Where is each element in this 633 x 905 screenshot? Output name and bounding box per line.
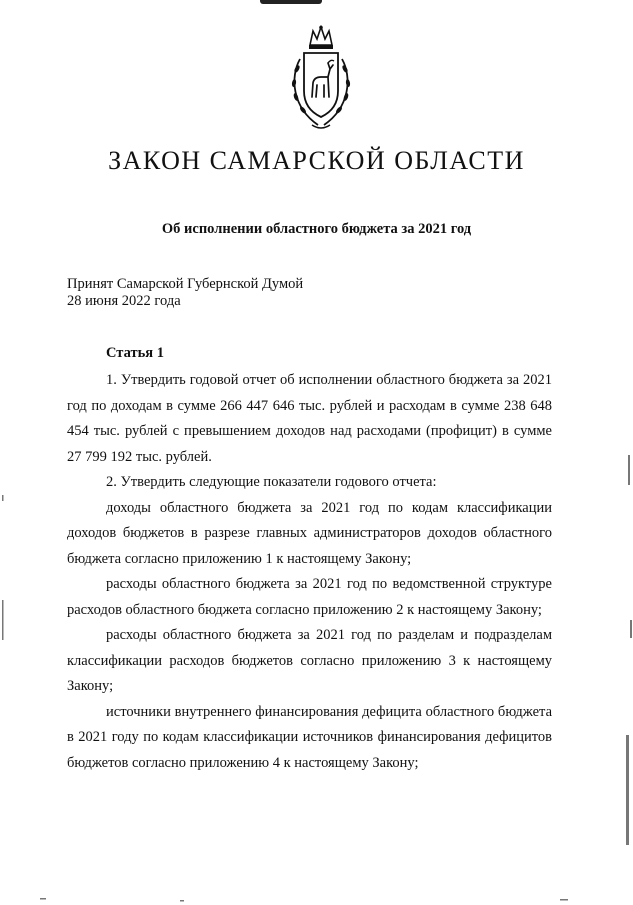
law-title: ЗАКОН САМАРСКОЙ ОБЛАСТИ [108, 146, 525, 175]
scan-edge-mark [260, 0, 322, 4]
article-heading: Статья 1 [106, 345, 164, 361]
paragraph: 2. Утвердить следующие показатели годового отчета: [106, 474, 437, 490]
paragraph: расходы областного бюджета за 2021 год по ведомственной структуре расходов областного бюджета согласно приложению 2 к настоящему Закону; [67, 576, 552, 618]
article-body [67, 368, 552, 776]
paragraph: источники внутреннего финансирования дефицита областного бюджета в 2021 году по кодам классификации источников финансирования дефицитов бюджетов согласно приложению 4 к настоящему Закону; [67, 703, 552, 771]
paragraph: 1. Утвердить годовой отчет об исполнении областного бюджета за 2021 год по доходам в сумме 266 447 646 тыс. рублей и расходам в сумме 238 648 454 тыс. рублей с превышением доходов над расходами (профицит) в сумме 27 799 192 тыс. рублей. [67, 372, 552, 465]
paragraph: доходы областного бюджета за 2021 год по кодам классификации доходов бюджетов в разрезе главных администраторов доходов областного бюджета согласно приложению 1 к настоящему Закону; [67, 499, 552, 567]
adopted-date-text: 28 июня 2022 года [67, 293, 181, 309]
law-subtitle: Об исполнении областного бюджета за 2021 год [161, 221, 472, 237]
adoption-block [67, 276, 303, 310]
samara-coat-of-arms-icon [288, 25, 354, 133]
paragraph: расходы областного бюджета за 2021 год по разделам и подразделам классификации расходов бюджетов согласно приложению 3 к настоящему Закону; [67, 627, 552, 694]
adopted-by-text: Принят Самарской Губернской Думой [67, 276, 304, 292]
